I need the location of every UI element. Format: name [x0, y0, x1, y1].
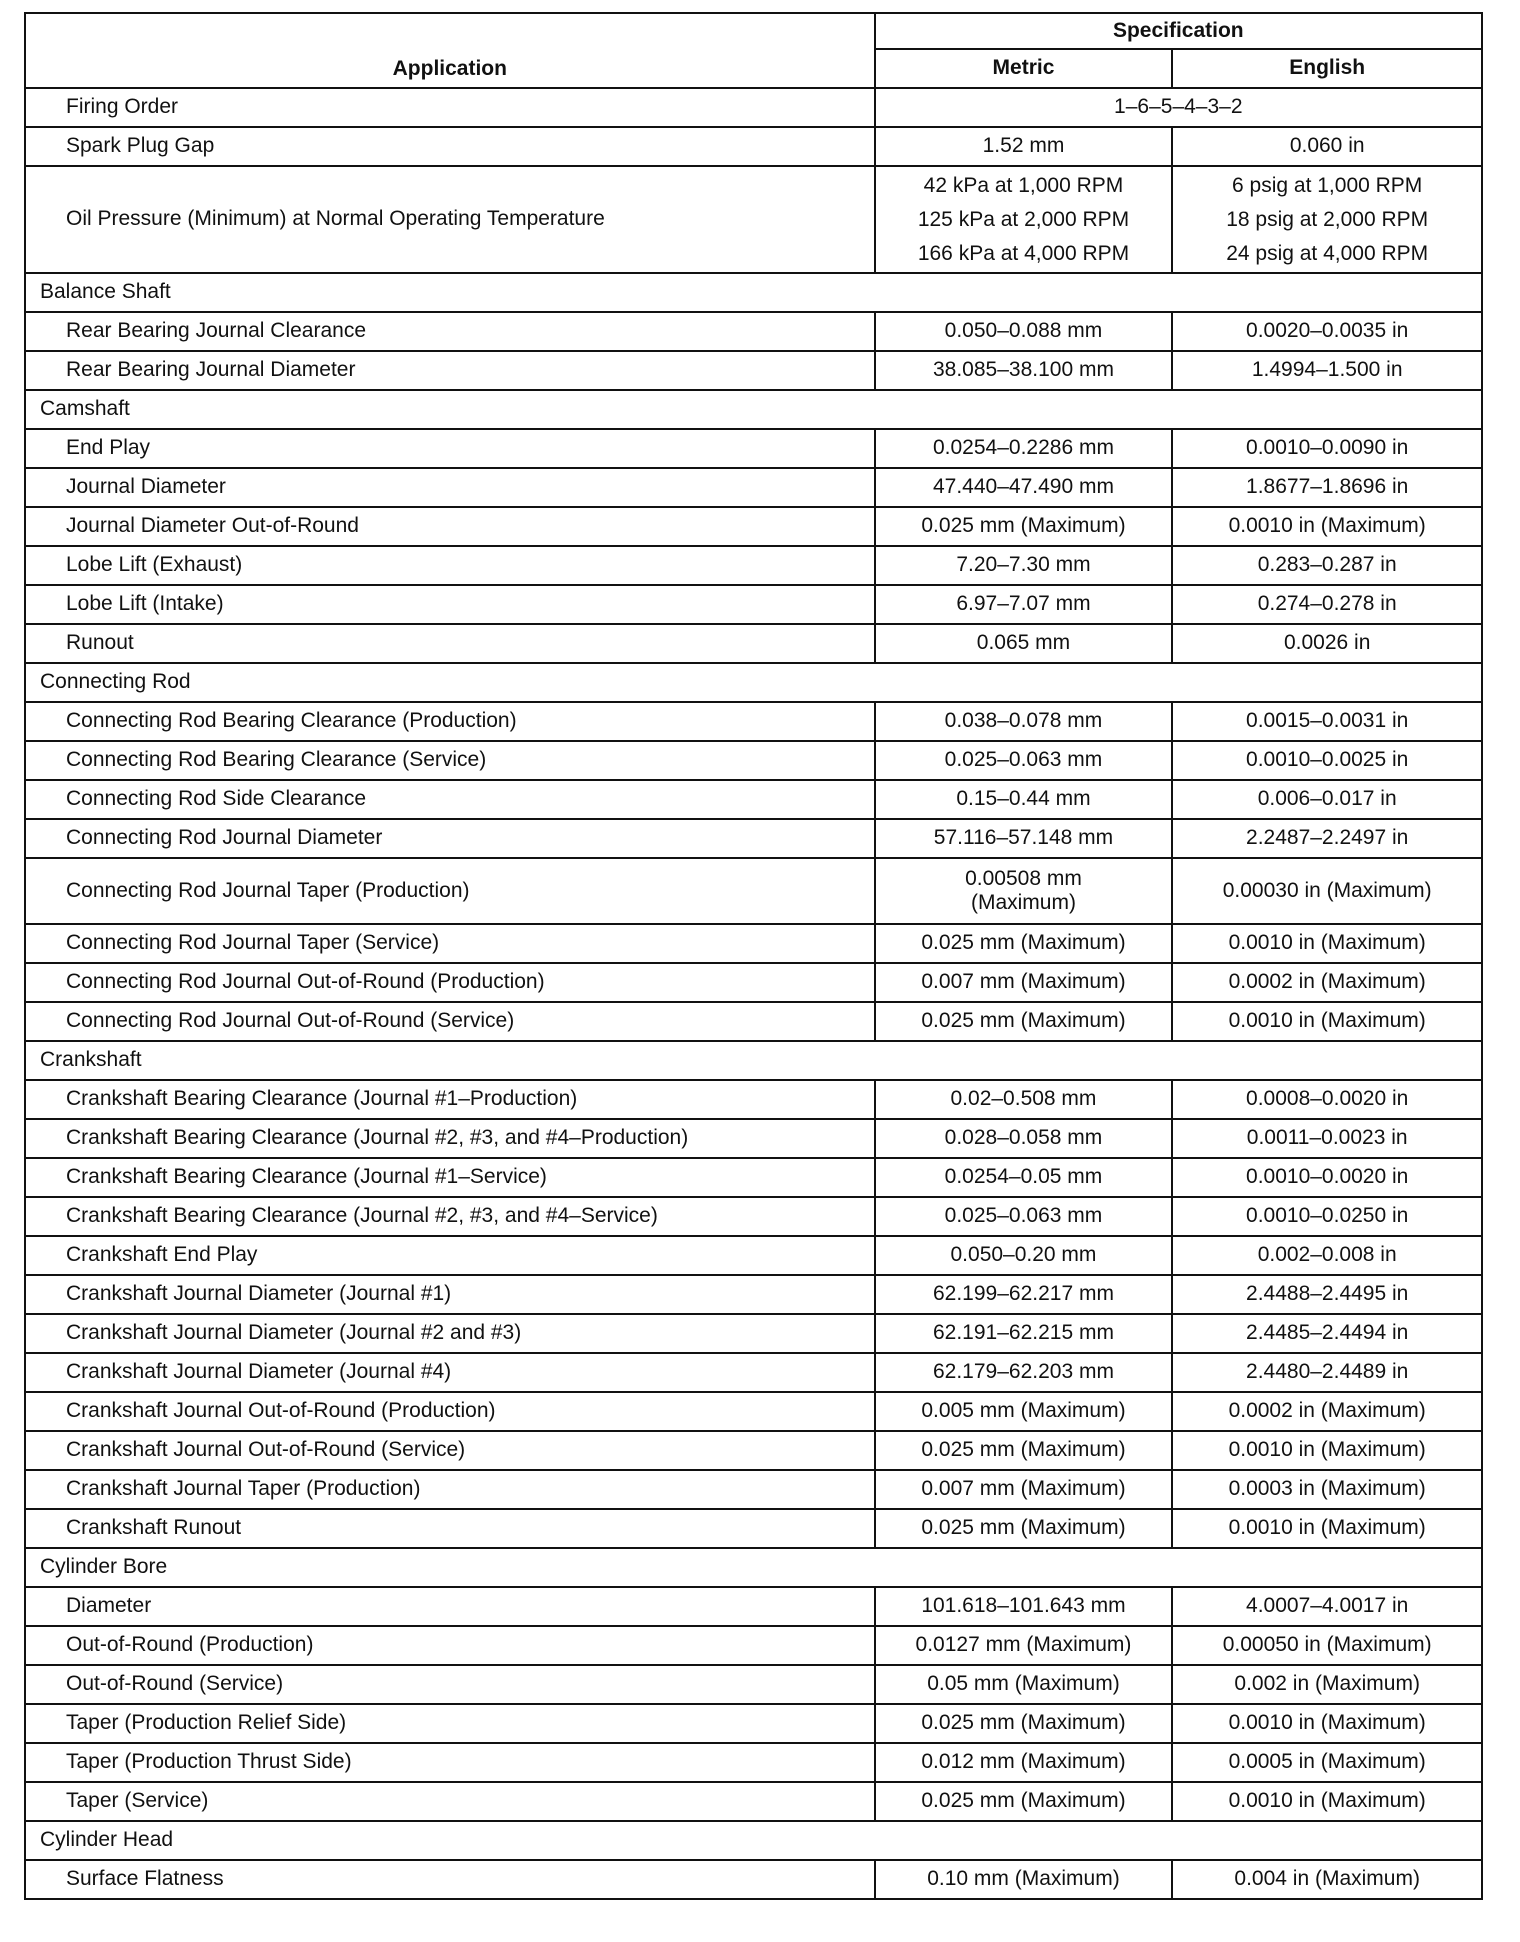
metric-cell: 0.10 mm (Maximum)	[875, 1860, 1173, 1899]
application-cell: Crankshaft Journal Out-of-Round (Service)	[25, 1431, 875, 1470]
english-cell: 0.002–0.008 in	[1172, 1236, 1482, 1275]
metric-cell: 0.050–0.088 mm	[875, 312, 1173, 351]
section-label: Balance Shaft	[25, 273, 1482, 312]
metric-cell: 38.085–38.100 mm	[875, 351, 1173, 390]
metric-cell: 0.15–0.44 mm	[875, 780, 1173, 819]
section-label: Camshaft	[25, 390, 1482, 429]
table-row	[25, 1860, 1482, 1899]
english-cell: 2.2487–2.2497 in	[1172, 819, 1482, 858]
application-cell: Journal Diameter	[25, 468, 875, 507]
value-cell: 1–6–5–4–3–2	[875, 88, 1482, 127]
metric-cell: 62.199–62.217 mm	[875, 1275, 1173, 1314]
section-label: Cylinder Head	[25, 1821, 1482, 1860]
table-row	[25, 858, 1482, 924]
table-row	[25, 1704, 1482, 1743]
application-cell: Journal Diameter Out-of-Round	[25, 507, 875, 546]
metric-cell: 0.050–0.20 mm	[875, 1236, 1173, 1275]
metric-cell: 62.179–62.203 mm	[875, 1353, 1173, 1392]
english-value-line: 24 psig at 4,000 RPM	[1226, 241, 1429, 265]
english-cell: 0.002 in (Maximum)	[1172, 1665, 1482, 1704]
section-row	[25, 663, 1482, 702]
specifications-table	[24, 12, 1483, 1900]
header-specification: Specification	[875, 13, 1482, 49]
table-row	[25, 624, 1482, 663]
table-row	[25, 741, 1482, 780]
english-cell: 1.4994–1.500 in	[1172, 351, 1482, 390]
english-cell: 1.8677–1.8696 in	[1172, 468, 1482, 507]
table-row	[25, 546, 1482, 585]
application-cell: Crankshaft Bearing Clearance (Journal #1–Production)	[25, 1080, 875, 1119]
table-row	[25, 963, 1482, 1002]
application-cell: Runout	[25, 624, 875, 663]
application-cell: Crankshaft Journal Diameter (Journal #2 and #3)	[25, 1314, 875, 1353]
metric-cell: 0.025 mm (Maximum)	[875, 507, 1173, 546]
table-row	[25, 819, 1482, 858]
table-row	[25, 1470, 1482, 1509]
table-row	[25, 780, 1482, 819]
table-row	[25, 1626, 1482, 1665]
table-row	[25, 1353, 1482, 1392]
application-cell: Crankshaft Bearing Clearance (Journal #2, #3, and #4–Production)	[25, 1119, 875, 1158]
english-cell: 0.006–0.017 in	[1172, 780, 1482, 819]
english-cell: 0.0010 in (Maximum)	[1172, 1002, 1482, 1041]
english-cell: 0.0010–0.0020 in	[1172, 1158, 1482, 1197]
table-row	[25, 1743, 1482, 1782]
application-cell: Diameter	[25, 1587, 875, 1626]
application-cell: Connecting Rod Side Clearance	[25, 780, 875, 819]
english-cell: 0.0010 in (Maximum)	[1172, 1431, 1482, 1470]
application-cell: Oil Pressure (Minimum) at Normal Operating Temperature	[25, 166, 875, 273]
table-row	[25, 166, 1482, 273]
metric-cell: 0.05 mm (Maximum)	[875, 1665, 1173, 1704]
application-cell: Connecting Rod Journal Taper (Service)	[25, 924, 875, 963]
english-cell: 2.4480–2.4489 in	[1172, 1353, 1482, 1392]
application-cell: Connecting Rod Journal Diameter	[25, 819, 875, 858]
metric-cell: 0.007 mm (Maximum)	[875, 1470, 1173, 1509]
application-cell: Out-of-Round (Production)	[25, 1626, 875, 1665]
application-cell: Spark Plug Gap	[25, 127, 875, 166]
table-row	[25, 1158, 1482, 1197]
english-cell: 2.4488–2.4495 in	[1172, 1275, 1482, 1314]
table-row	[25, 1197, 1482, 1236]
metric-cell: 6.97–7.07 mm	[875, 585, 1173, 624]
metric-cell: 0.025 mm (Maximum)	[875, 1002, 1173, 1041]
table-row	[25, 924, 1482, 963]
english-cell: 0.0010 in (Maximum)	[1172, 1782, 1482, 1821]
application-cell: Taper (Production Thrust Side)	[25, 1743, 875, 1782]
table-row	[25, 1665, 1482, 1704]
table-row	[25, 1314, 1482, 1353]
english-cell: 0.0020–0.0035 in	[1172, 312, 1482, 351]
table-row	[25, 1431, 1482, 1470]
english-cell: 4.0007–4.0017 in	[1172, 1587, 1482, 1626]
metric-cell: 7.20–7.30 mm	[875, 546, 1173, 585]
english-cell: 0.0011–0.0023 in	[1172, 1119, 1482, 1158]
metric-cell: 0.00508 mm (Maximum)	[875, 858, 1173, 924]
application-cell: Crankshaft Bearing Clearance (Journal #2, #3, and #4–Service)	[25, 1197, 875, 1236]
application-cell: Rear Bearing Journal Diameter	[25, 351, 875, 390]
metric-cell: 101.618–101.643 mm	[875, 1587, 1173, 1626]
metric-cell: 0.025 mm (Maximum)	[875, 924, 1173, 963]
english-value-line: 6 psig at 1,000 RPM	[1232, 173, 1423, 197]
metric-cell: 0.028–0.058 mm	[875, 1119, 1173, 1158]
english-cell: 0.060 in	[1172, 127, 1482, 166]
table-row	[25, 507, 1482, 546]
table-row	[25, 1236, 1482, 1275]
english-cell: 0.0010 in (Maximum)	[1172, 1509, 1482, 1548]
table-row	[25, 1119, 1482, 1158]
metric-cell: 0.065 mm	[875, 624, 1173, 663]
metric-cell: 0.025 mm (Maximum)	[875, 1782, 1173, 1821]
header-english: English	[1172, 49, 1482, 88]
english-cell: 0.0010 in (Maximum)	[1172, 507, 1482, 546]
english-cell: 0.0005 in (Maximum)	[1172, 1743, 1482, 1782]
english-cell: 0.0010–0.0090 in	[1172, 429, 1482, 468]
application-cell: Connecting Rod Bearing Clearance (Production)	[25, 702, 875, 741]
table-row	[25, 1392, 1482, 1431]
metric-cell: 0.0254–0.2286 mm	[875, 429, 1173, 468]
metric-value-line: 42 kPa at 1,000 RPM	[923, 173, 1124, 197]
metric-cell: 0.0254–0.05 mm	[875, 1158, 1173, 1197]
section-label: Crankshaft	[25, 1041, 1482, 1080]
english-cell: 0.0010 in (Maximum)	[1172, 924, 1482, 963]
application-cell: Taper (Service)	[25, 1782, 875, 1821]
english-cell: 2.4485–2.4494 in	[1172, 1314, 1482, 1353]
english-cell: 0.0015–0.0031 in	[1172, 702, 1482, 741]
table-row	[25, 702, 1482, 741]
table-row	[25, 1275, 1482, 1314]
table-row	[25, 1080, 1482, 1119]
application-cell: Out-of-Round (Service)	[25, 1665, 875, 1704]
metric-cell: 47.440–47.490 mm	[875, 468, 1173, 507]
english-value-line: 18 psig at 2,000 RPM	[1226, 207, 1429, 231]
english-cell: 0.0010–0.0250 in	[1172, 1197, 1482, 1236]
english-cell: 0.0010–0.0025 in	[1172, 741, 1482, 780]
metric-cell: 0.038–0.078 mm	[875, 702, 1173, 741]
metric-cell: 0.025 mm (Maximum)	[875, 1431, 1173, 1470]
header-metric: Metric	[875, 49, 1173, 88]
application-cell: Crankshaft Runout	[25, 1509, 875, 1548]
application-cell: Connecting Rod Journal Out-of-Round (Production)	[25, 963, 875, 1002]
application-cell: Surface Flatness	[25, 1860, 875, 1899]
table-row	[25, 1002, 1482, 1041]
metric-cell: 1.52 mm	[875, 127, 1173, 166]
metric-cell: 0.025 mm (Maximum)	[875, 1509, 1173, 1548]
english-cell: 0.0026 in	[1172, 624, 1482, 663]
english-cell: 0.00050 in (Maximum)	[1172, 1626, 1482, 1665]
table-row	[25, 1509, 1482, 1548]
table-row	[25, 1782, 1482, 1821]
application-cell: Lobe Lift (Intake)	[25, 585, 875, 624]
application-cell: Crankshaft Journal Diameter (Journal #1)	[25, 1275, 875, 1314]
application-cell: Connecting Rod Journal Out-of-Round (Service)	[25, 1002, 875, 1041]
application-cell: Crankshaft Journal Diameter (Journal #4)	[25, 1353, 875, 1392]
english-cell: 0.283–0.287 in	[1172, 546, 1482, 585]
section-row	[25, 273, 1482, 312]
english-cell: 0.0002 in (Maximum)	[1172, 963, 1482, 1002]
application-cell: Crankshaft Journal Out-of-Round (Production)	[25, 1392, 875, 1431]
table-row	[25, 468, 1482, 507]
english-cell: 0.0008–0.0020 in	[1172, 1080, 1482, 1119]
application-cell: Connecting Rod Bearing Clearance (Service)	[25, 741, 875, 780]
english-cell: 0.0003 in (Maximum)	[1172, 1470, 1482, 1509]
application-cell: End Play	[25, 429, 875, 468]
application-cell: Firing Order	[25, 88, 875, 127]
metric-cell: 0.007 mm (Maximum)	[875, 963, 1173, 1002]
table-body	[25, 88, 1482, 1899]
metric-cell: 0.025–0.063 mm	[875, 1197, 1173, 1236]
metric-cell: 0.02–0.508 mm	[875, 1080, 1173, 1119]
metric-cell: 0.025 mm (Maximum)	[875, 1704, 1173, 1743]
english-cell: 0.00030 in (Maximum)	[1172, 858, 1482, 924]
section-label: Cylinder Bore	[25, 1548, 1482, 1587]
application-cell: Crankshaft Journal Taper (Production)	[25, 1470, 875, 1509]
metric-cell: 62.191–62.215 mm	[875, 1314, 1173, 1353]
table-row	[25, 312, 1482, 351]
table-row	[25, 351, 1482, 390]
english-cell: 0.004 in (Maximum)	[1172, 1860, 1482, 1899]
section-row	[25, 1821, 1482, 1860]
table-row	[25, 585, 1482, 624]
english-cell: 0.0010 in (Maximum)	[1172, 1704, 1482, 1743]
application-cell: Taper (Production Relief Side)	[25, 1704, 875, 1743]
table-row	[25, 429, 1482, 468]
english-cell: 0.274–0.278 in	[1172, 585, 1482, 624]
metric-cell: 57.116–57.148 mm	[875, 819, 1173, 858]
metric-cell: 0.025–0.063 mm	[875, 741, 1173, 780]
application-cell: Rear Bearing Journal Clearance	[25, 312, 875, 351]
metric-value-line: 125 kPa at 2,000 RPM	[917, 207, 1130, 231]
section-row	[25, 390, 1482, 429]
metric-cell: 0.0127 mm (Maximum)	[875, 1626, 1173, 1665]
section-label: Connecting Rod	[25, 663, 1482, 702]
english-cell: 0.0002 in (Maximum)	[1172, 1392, 1482, 1431]
application-cell: Lobe Lift (Exhaust)	[25, 546, 875, 585]
table-row	[25, 1587, 1482, 1626]
application-cell: Crankshaft End Play	[25, 1236, 875, 1275]
metric-value-line: 166 kPa at 4,000 RPM	[917, 241, 1130, 265]
metric-cell	[875, 166, 1173, 273]
header-application: Application	[25, 13, 875, 88]
application-cell: Connecting Rod Journal Taper (Production)	[25, 858, 875, 924]
metric-cell: 0.005 mm (Maximum)	[875, 1392, 1173, 1431]
metric-cell: 0.012 mm (Maximum)	[875, 1743, 1173, 1782]
english-cell	[1172, 166, 1482, 273]
table-row	[25, 88, 1482, 127]
table-row	[25, 127, 1482, 166]
application-cell: Crankshaft Bearing Clearance (Journal #1–Service)	[25, 1158, 875, 1197]
section-row	[25, 1041, 1482, 1080]
section-row	[25, 1548, 1482, 1587]
